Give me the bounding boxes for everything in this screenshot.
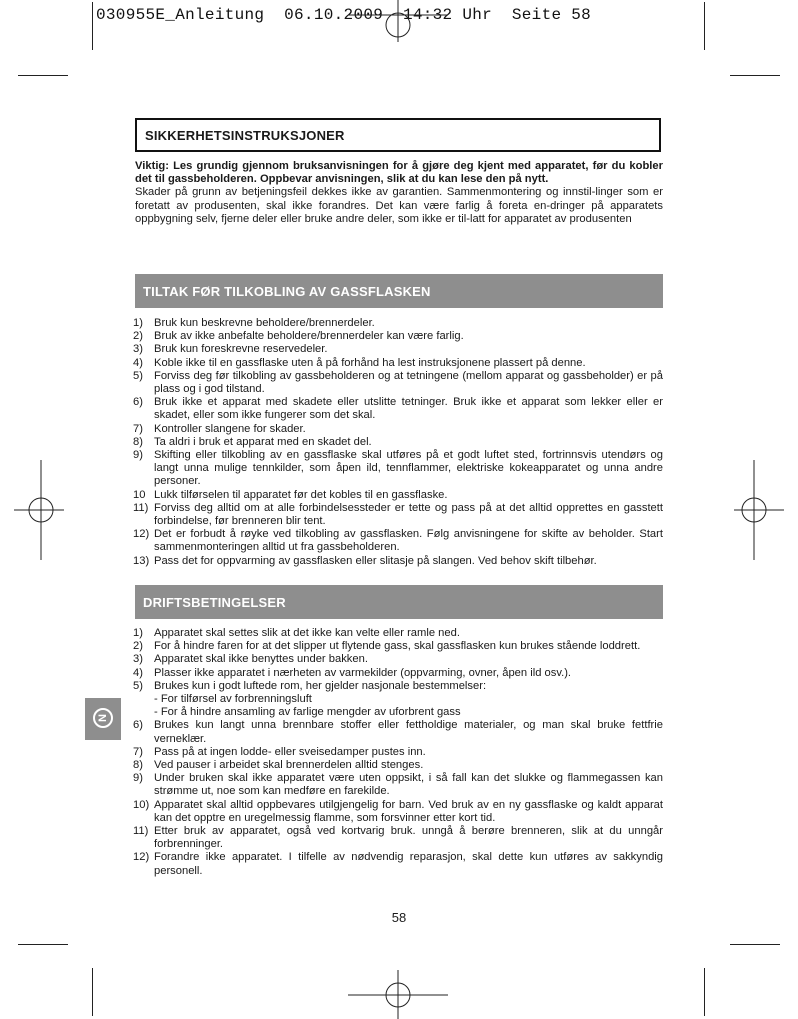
list-item-number: 2) (133, 640, 143, 653)
list-item-number: 11) (133, 825, 149, 838)
list-item-text: Apparatet skal settes slik at det ikke kan velte eller ramle ned. (154, 627, 460, 639)
safety-body: Skader på grunn av betjeningsfeil dekkes ikke av garantien. Sammenmontering og innstil-linger som er foretatt av produsenten, skal ikke forandres. Det kan være farlig å foreta en-dringer på apparatets oppbygning selv, fjerne deler eller bruke andre deler, som ikke er til-latt for apparatet av produsenten (135, 186, 663, 225)
print-header: 030955E_Anleitung 06.10.2009 14:32 Uhr Seite 58 (96, 6, 592, 24)
list-item (133, 370, 663, 396)
list-item-number: 5) (133, 369, 143, 382)
list-item-text: Ved pauser i arbeidet skal brennerdelen alltid stenges. (154, 759, 424, 772)
safety-heading-box (135, 118, 661, 152)
safety-intro (135, 160, 663, 226)
list-item-text: Forviss deg alltid om at alle forbindelsessteder er tette og pass på at det alltid opprettes en gasstett forbindelse, før brenneren blir tent. (154, 501, 663, 528)
list-item-number: 2) (133, 330, 143, 343)
language-tab (85, 698, 121, 740)
list-item-number: 3) (133, 343, 143, 356)
page-number: 58 (391, 910, 407, 925)
list-item-number: 11) (133, 501, 149, 514)
crop-mark (704, 2, 705, 50)
list-item (133, 449, 663, 489)
list-item (133, 489, 663, 502)
list-item (133, 746, 663, 759)
before-connection-band (135, 274, 663, 308)
list-item (133, 851, 663, 877)
list-item (133, 555, 663, 568)
before-connection-list (133, 317, 663, 568)
list-item (133, 502, 663, 528)
list-item-text: Koble ikke til en gassflaske uten å på forhånd ha lest instruksjonene plassert på denne. (154, 356, 586, 369)
list-item (133, 667, 663, 680)
registration-mark-icon (348, 0, 448, 50)
list-item-text: Plasser ikke apparatet i nærheten av varmekilder (oppvarming, ovner, åpen ild osv.). (154, 666, 572, 679)
list-item (133, 357, 663, 370)
list-subitem: - For tilførsel av forbrenningsluft (154, 693, 312, 706)
list-item-text: Pass det for oppvarming av gassflasken eller slitasje på slangen. Ved behov skift tilbehør. (154, 554, 597, 567)
list-item-text: Bruk kun foreskrevne reservedeler. (154, 343, 328, 356)
list-item (133, 528, 663, 554)
list-item-number: 8) (133, 759, 143, 772)
list-item-number: 12) (133, 851, 150, 864)
list-item (133, 772, 663, 798)
list-item-number: 10) (133, 798, 150, 811)
list-item (133, 640, 663, 653)
operating-conditions-heading: DRIFTSBETINGELSER (143, 595, 286, 610)
list-item-text: Apparatet skal ikke benyttes under bakken. (154, 653, 368, 666)
list-item-text: Under bruken skal ikke apparatet være uten oppsikt, i så fall kan det slukke og flammegassen kan strømme ut, noe som kan medføre en farekilde. (154, 772, 663, 798)
crop-mark (92, 968, 93, 1016)
list-item-number: 12) (133, 528, 150, 541)
list-item-number: 7) (133, 422, 143, 435)
crop-mark (18, 75, 68, 76)
list-item-number: 4) (133, 666, 143, 679)
list-item-number: 1) (133, 627, 143, 639)
list-item-text: Brukes kun langt unna brennbare stoffer eller fettholdige materialer, og man skal bruke fettfrie verneklær. (154, 719, 663, 745)
list-item-text: Forviss deg før tilkobling av gassbeholderen og at tetningene (mellom apparat og gassbeholder) er på plass og i god tilstand. (154, 369, 663, 396)
list-item-text: Bruk av ikke anbefalte beholdere/brennerdeler kan være farlig. (154, 330, 464, 343)
registration-mark-icon (348, 970, 448, 1019)
list-item-number: 8) (133, 435, 143, 448)
list-item (133, 799, 663, 825)
list-item-text: Lukk tilførselen til apparatet før det kobles til en gassflaske. (154, 488, 448, 501)
list-item (133, 423, 663, 436)
list-item (133, 343, 663, 356)
list-item-text: Bruk ikke et apparat med skadete eller utslitte tetninger. Bruk ikke et apparat som lekker eller er skadet, eller som ikke fungerer som det skal. (154, 396, 663, 422)
list-item-number: 3) (133, 653, 143, 666)
list-item (133, 653, 663, 666)
list-item-number: 9) (133, 772, 143, 785)
list-item (133, 396, 663, 422)
list-item-number: 13) (133, 554, 150, 567)
list-item (133, 759, 663, 772)
list-item-text: Ta aldri i bruk et apparat med en skadet del. (154, 435, 372, 448)
list-item (133, 719, 663, 745)
list-item (133, 317, 663, 330)
list-item (133, 680, 663, 720)
language-tab-label: N (93, 708, 113, 728)
registration-mark-icon (14, 460, 64, 560)
list-item (133, 436, 663, 449)
list-item-text: Forandre ikke apparatet. I tilfelle av nødvendig reparasjon, skal dette kun utføres av sakkyndig personell. (154, 851, 663, 877)
list-item-number: 4) (133, 356, 143, 369)
registration-mark-icon (734, 460, 784, 560)
list-item-text: Bruk kun beskrevne beholdere/brennerdeler. (154, 317, 375, 329)
list-item-number: 9) (133, 449, 143, 462)
list-item-text: Etter bruk av apparatet, også ved kortvarig bruk. unngå å berøre brenneren, slik at du unngår forbrenninger. (154, 825, 663, 851)
list-item-text: Brukes kun i godt luftede rom, her gjelder nasjonale bestemmelser: (154, 679, 487, 692)
list-item-number: 7) (133, 745, 143, 758)
list-item-text: Pass på at ingen lodde- eller sveisedamper pustes inn. (154, 745, 426, 758)
operating-conditions-list (133, 627, 663, 878)
list-item-text: Kontroller slangene for skader. (154, 422, 306, 435)
safety-bold-intro: Viktig: Les grundig gjennom bruksanvisningen for å gjøre deg kjent med apparatet, før du kobler det til gassbeholderen. Oppbevar anvisningen, slik at du kan lese den på nytt. (135, 160, 663, 186)
list-item-text: Skifting eller tilkobling av en gassflaske skal utføres på et godt luftet sted, fortrinnsvis utendørs og langt unna mulige tennkilder, som åpen ild, tennflammer, elektriske kokeapparatet og unna andre personer. (154, 449, 663, 488)
list-item-number: 1) (133, 317, 143, 329)
list-item-number: 5) (133, 679, 143, 692)
list-item-text: Apparatet skal alltid oppbevares utilgjengelig for barn. Ved bruk av en ny gassflaske og kaldt apparat kan det opptre en uregelmessig flamme, som forsvinner etter kort tid. (154, 798, 663, 824)
crop-mark (92, 2, 93, 50)
before-connection-heading: TILTAK FØR TILKOBLING AV GASSFLASKEN (143, 284, 431, 299)
crop-mark (704, 968, 705, 1016)
list-item-number: 10 (133, 488, 146, 501)
crop-mark (730, 944, 780, 945)
list-item-number: 6) (133, 396, 143, 409)
operating-conditions-band (135, 585, 663, 619)
list-item-text: For å hindre faren for at det slipper ut flytende gass, skal gassflasken kun brukes stående loddrett. (154, 640, 641, 653)
list-subitem: - For å hindre ansamling av farlige mengder av uforbrent gass (154, 706, 461, 719)
list-item-text: Det er forbudt å røyke ved tilkobling av gassflasken. Følg anvisningene for skifte av beholder. Start sammenmonteringen alltid ut fra gassbeholderen. (154, 528, 663, 554)
list-item (133, 825, 663, 851)
list-item-number: 6) (133, 719, 143, 732)
crop-mark (730, 75, 780, 76)
list-item (133, 330, 663, 343)
list-item (133, 627, 663, 640)
safety-heading: SIKKERHETSINSTRUKSJONER (145, 128, 345, 143)
crop-mark (18, 944, 68, 945)
